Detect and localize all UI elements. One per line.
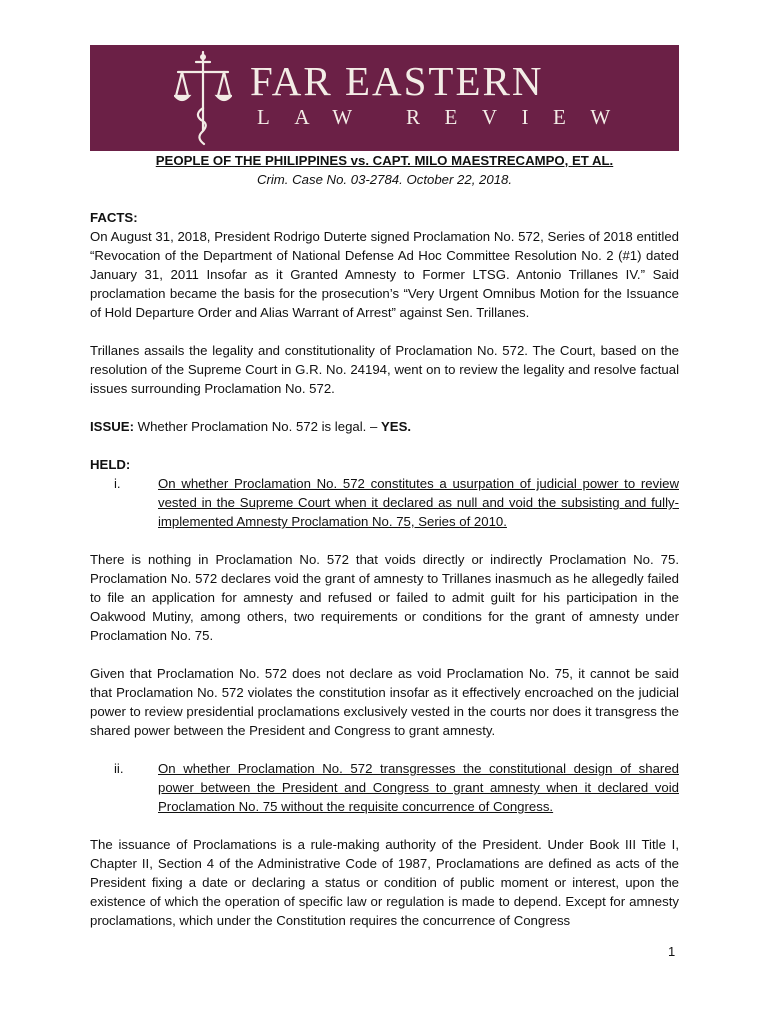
facts-paragraph-1: On August 31, 2018, President Rodrigo Duterte signed Proclamation No. 572, Series of 2018 entitled “Revocation of the Department of National Defense Ad Hoc Committee Resolution No. 2 (#1) dated January 31, 2011 Insofar as it Granted Amnesty to Former LTSG. Antonio Trillanes IV.” Said proclamation became the basis for the prosecution’s “Very Urgent Omnibus Motion for the Issuance of Hold Departure Order and Alias Warrant of Arrest” against Sen. Trillanes. bbox=[90, 229, 679, 320]
held-item-2 bbox=[90, 759, 679, 816]
journal-subtitle: LAW REVIEW bbox=[257, 105, 635, 129]
journal-title: FAR EASTERN bbox=[250, 58, 544, 104]
issue-label: ISSUE: bbox=[90, 419, 134, 434]
held-item-1 bbox=[90, 474, 679, 531]
issue-line bbox=[90, 417, 679, 436]
journal-header-banner bbox=[90, 45, 679, 151]
held-heading: HELD: bbox=[90, 457, 131, 472]
held-item-1-number: i. bbox=[114, 476, 121, 491]
held-item-2-text: On whether Proclamation No. 572 transgresses the constitutional design of shared power between the President and Congress to grant amnesty when it declared void Proclamation No. 75 without the requisite concurrence of Congress. bbox=[158, 761, 679, 814]
held-paragraph-1: There is nothing in Proclamation No. 572 that voids directly or indirectly Proclamation No. 75. Proclamation No. 572 declares void the grant of amnesty to Trillanes inasmuch as he allegedly failed to file an application for amnesty and refused or failed to admit guilt for his participation in the Oakwood Mutiny, among others, two requirements or conditions for the grant of amnesty under Proclamation No. 75. bbox=[90, 552, 679, 643]
issue-answer: YES. bbox=[381, 419, 412, 434]
held-item-2-number: ii. bbox=[114, 761, 124, 776]
held-item-1-text: On whether Proclamation No. 572 constitutes a usurpation of judicial power to review vested in the Supreme Court when it declared as null and void the subsisting and fully-implemented Amnesty Proclamation No. 75, Series of 2010. bbox=[158, 476, 679, 529]
held-paragraph-3: The issuance of Proclamations is a rule-making authority of the President. Under Book III Title I, Chapter II, Section 4 of the Administrative Code of 1987, Proclamations are defined as acts of the President fixing a date or declaring a status or condition of public moment or interest, upon the existence of which the operation of specific law or regulation is made to depend. Except for amnesty proclamations, which under the Constitution requires the concurrence of Congress bbox=[90, 837, 679, 928]
facts-heading: FACTS: bbox=[90, 210, 138, 225]
held-paragraph-2: Given that Proclamation No. 572 does not declare as void Proclamation No. 75, it cannot be said that Proclamation No. 572 violates the constitution insofar as it effectively encroached on the judicial power to review presidential proclamations exclusively vested in the courts nor does it transgress the shared power between the President and Congress to grant amnesty. bbox=[90, 666, 679, 738]
case-citation: Crim. Case No. 03-2784. October 22, 2018. bbox=[256, 172, 513, 187]
scales-of-justice-icon bbox=[174, 48, 232, 148]
document-body bbox=[90, 151, 679, 930]
facts-paragraph-2: Trillanes assails the legality and constitutionality of Proclamation No. 572. The Court, based on the resolution of the Supreme Court in G.R. No. 24194, went on to review the legality and resolve factual issues surrounding Proclamation No. 572. bbox=[90, 343, 679, 396]
case-title: PEOPLE OF THE PHILIPPINES vs. CAPT. MILO MAESTRECAMPO, ET AL. bbox=[155, 153, 614, 168]
page-number: 1 bbox=[668, 944, 676, 959]
issue-text: Whether Proclamation No. 572 is legal. – bbox=[133, 419, 381, 434]
